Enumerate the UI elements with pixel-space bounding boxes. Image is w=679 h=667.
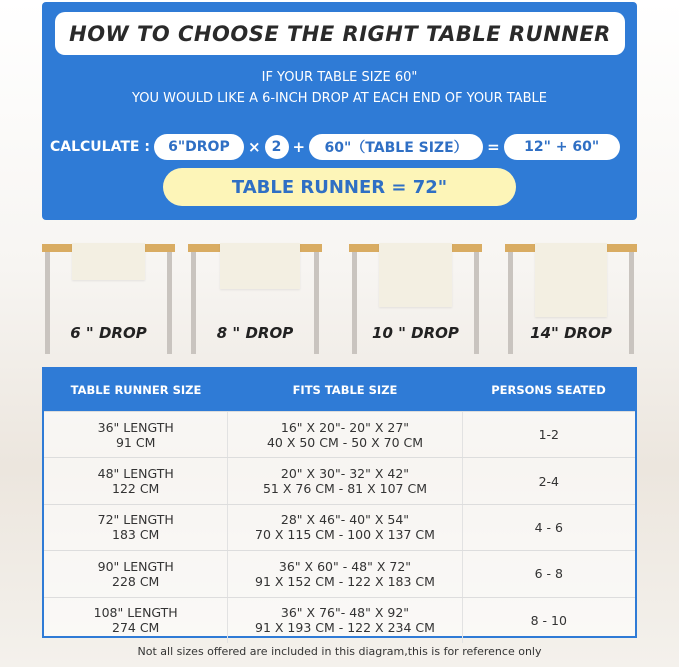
- fit-cm: 40 X 50 CM - 50 X 70 CM: [266, 434, 424, 450]
- runner-length: 108" LENGTH: [93, 605, 178, 621]
- runner-cm: 91 CM: [115, 434, 156, 450]
- runner-cm: 183 CM: [112, 527, 160, 543]
- runner-length: 90" LENGTH: [97, 558, 174, 574]
- fit-inches: 20" X 30"- 32" X 42": [280, 466, 410, 482]
- plus-sign: +: [292, 138, 306, 156]
- drop-label: 10 " DROP: [372, 324, 459, 342]
- equals-sign: =: [487, 138, 500, 156]
- drop-label: 8 " DROP: [216, 324, 294, 342]
- fit-inches: 36" X 60" - 48" X 72": [278, 558, 412, 574]
- table-row: [44, 504, 635, 550]
- result-pill: TABLE RUNNER = 72": [163, 168, 516, 206]
- header-runner-size: TABLE RUNNER SIZE: [70, 383, 202, 397]
- runner-cloth: [535, 243, 607, 317]
- fit-cm: 91 X 152 CM - 122 X 183 CM: [255, 573, 435, 589]
- sum-pill: 12" + 60": [504, 134, 620, 160]
- drop-label: 14" DROP: [530, 324, 612, 342]
- table-illustration: [349, 244, 482, 354]
- calculation-panel: [42, 2, 637, 220]
- persons-seated: 1-2: [538, 427, 559, 443]
- formula-row: [50, 133, 630, 161]
- drop-label: 6 " DROP: [70, 324, 147, 342]
- table-illustration: [42, 244, 175, 354]
- table-illustration: [188, 244, 322, 354]
- fit-cm: 51 X 76 CM - 81 X 107 CM: [262, 481, 427, 497]
- drop-pill: 6"DROP: [154, 134, 244, 160]
- table-row: [44, 550, 635, 596]
- instruction-line-1: IF YOUR TABLE SIZE 60": [261, 70, 418, 85]
- runner-length: 48" LENGTH: [97, 466, 174, 482]
- times-sign: ×: [247, 138, 261, 156]
- fit-cm: 70 X 115 CM - 100 X 137 CM: [255, 527, 435, 543]
- runner-cm: 122 CM: [112, 481, 160, 497]
- persons-seated: 4 - 6: [534, 519, 563, 535]
- runner-cloth: [72, 243, 145, 280]
- multiplier-circle: 2: [265, 135, 289, 159]
- runner-cm: 228 CM: [112, 573, 160, 589]
- runner-length: 36" LENGTH: [97, 419, 174, 435]
- table-size-pill: 60"（TABLE SIZE）: [309, 134, 483, 160]
- persons-seated: 6 - 8: [534, 566, 563, 582]
- runner-cm: 274 CM: [112, 620, 160, 636]
- runner-length: 72" LENGTH: [97, 512, 174, 528]
- header-fits-table: FITS TABLE SIZE: [292, 383, 398, 397]
- page-title: HOW TO CHOOSE THE RIGHT TABLE RUNNER: [55, 12, 625, 55]
- instruction-line-2: YOU WOULD LIKE A 6-INCH DROP AT EACH END OF YOUR TABLE: [132, 91, 547, 106]
- header-persons: PERSONS SEATED: [491, 383, 606, 397]
- table-illustration: [505, 244, 637, 354]
- table-row: [44, 411, 635, 457]
- table-row: [44, 457, 635, 503]
- fit-cm: 91 X 193 CM - 122 X 234 CM: [255, 620, 435, 636]
- fit-inches: 36" X 76"- 48" X 92": [280, 605, 410, 621]
- size-chart: [42, 367, 637, 638]
- fit-inches: 28" X 46"- 40" X 54": [280, 512, 410, 528]
- size-chart-header: [44, 369, 635, 411]
- persons-seated: 8 - 10: [530, 612, 567, 628]
- calculate-label: CALCULATE :: [50, 139, 150, 155]
- footnote: Not all sizes offered are included in this diagram,this is for reference only: [137, 645, 542, 658]
- fit-inches: 16" X 20"- 20" X 27": [280, 419, 410, 435]
- runner-cloth: [220, 243, 300, 289]
- persons-seated: 2-4: [538, 473, 559, 489]
- table-row: [44, 597, 635, 643]
- runner-cloth: [379, 243, 452, 307]
